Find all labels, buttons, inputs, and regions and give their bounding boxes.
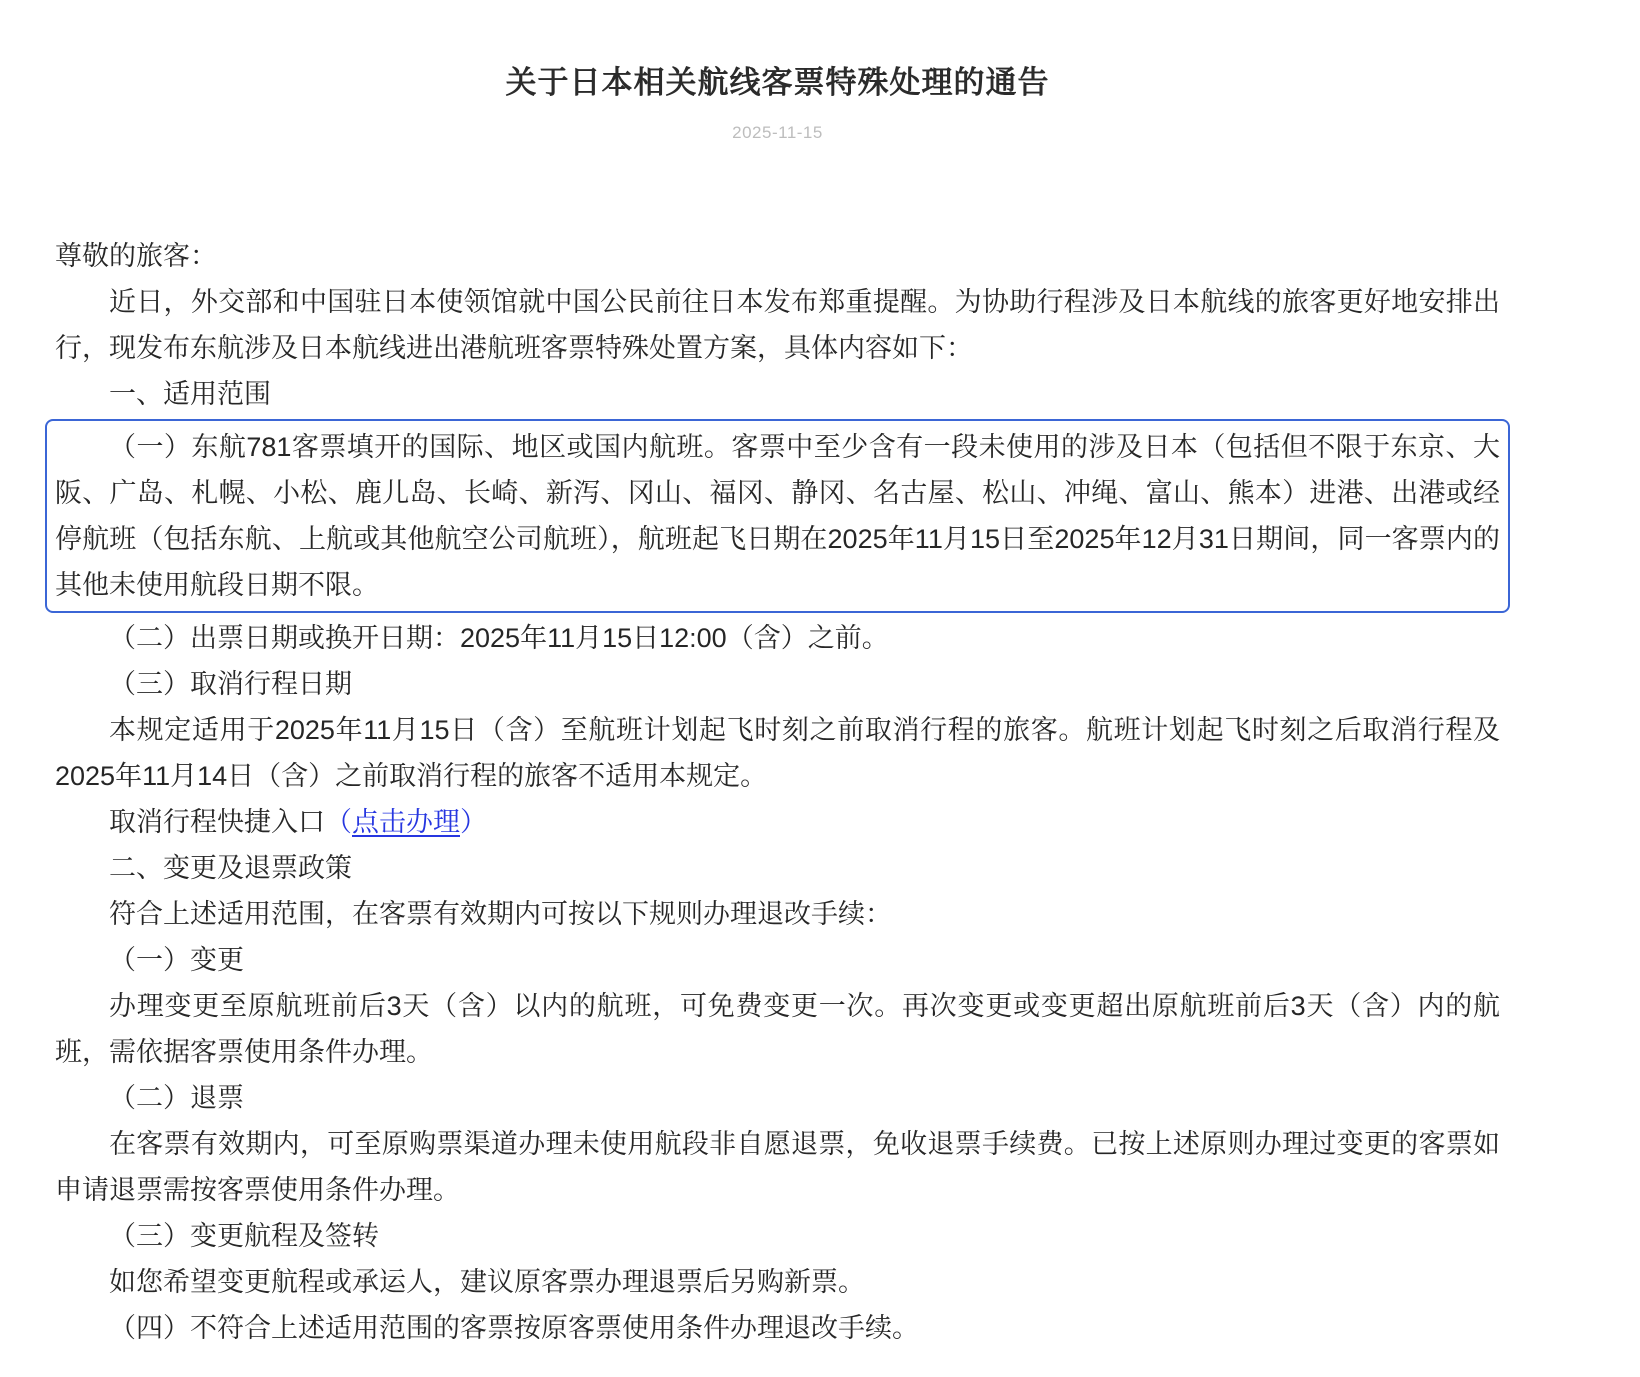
refund-paragraph: 在客票有效期内，可至原购票渠道办理未使用航段非自愿退票，免收退票手续费。已按上述原则办理过变更的客票如申请退票需按客票使用条件办理。: [55, 1128, 1500, 1205]
change-heading: （一）变更: [109, 944, 244, 975]
link-close-paren: ）: [460, 806, 487, 837]
refund-heading: （二）退票: [109, 1082, 244, 1113]
section1-heading: 一、适用范围: [109, 378, 271, 409]
page-title: 关于日本相关航线客票特殊处理的通告: [505, 64, 1050, 100]
reroute-heading: （三）变更航程及签转: [109, 1220, 379, 1251]
reroute-paragraph: 如您希望变更航程或承运人，建议原客票办理退票后另购新票。: [109, 1266, 865, 1297]
section2-intro: 符合上述适用范围，在客票有效期内可按以下规则办理退改手续：: [109, 898, 892, 929]
boxed-scope-item: （一）东航781客票填开的国际、地区或国内航班。客票中至少含有一段未使用的涉及日本（包括但不限于东京、大阪、广岛、札幌、小松、鹿儿岛、长崎、新泻、冈山、福冈、静冈、名古屋、松山、冲绳、富山、熊本）进港、出港或经停航班（包括东航、上航或其他航空公司航班），航班起飞日期在2025年11月15日至2025年12月31日期间，同一客票内的其他未使用航段日期不限。: [55, 431, 1500, 600]
publish-date: 2025-11-15: [732, 122, 823, 142]
notice-body: [55, 233, 1500, 1351]
cancel-shortcut-line: [55, 799, 1500, 845]
cancel-shortcut-label: 取消行程快捷入口: [109, 806, 325, 837]
highlighted-scope-box: [45, 419, 1510, 613]
section2-heading: 二、变更及退票政策: [109, 852, 352, 883]
ticketing-date-item: （二）出票日期或换开日期：2025年11月15日12:00（含）之前。: [109, 622, 889, 653]
intro-paragraph: 近日，外交部和中国驻日本使领馆就中国公民前往日本发布郑重提醒。为协助行程涉及日本航线的旅客更好地安排出行，现发布东航涉及日本航线进出港航班客票特殊处置方案，具体内容如下：: [55, 286, 1500, 363]
salutation: 尊敬的旅客：: [55, 240, 217, 271]
change-paragraph: 办理变更至原航班前后3天（含）以内的航班，可免费变更一次。再次变更或变更超出原航班前后3天（含）内的航班，需依据客票使用条件办理。: [55, 990, 1500, 1067]
link-open-paren: （: [325, 806, 352, 837]
other-tickets-item: （四）不符合上述适用范围的客票按原客票使用条件办理退改手续。: [109, 1312, 919, 1343]
cancel-date-paragraph: 本规定适用于2025年11月15日（含）至航班计划起飞时刻之前取消行程的旅客。航班计划起飞时刻之后取消行程及2025年11月14日（含）之前取消行程的旅客不适用本规定。: [55, 714, 1500, 791]
cancel-trip-link[interactable]: 点击办理: [352, 806, 460, 837]
cancel-date-heading: （三）取消行程日期: [109, 668, 352, 699]
notice-article: [55, 21, 1500, 1351]
